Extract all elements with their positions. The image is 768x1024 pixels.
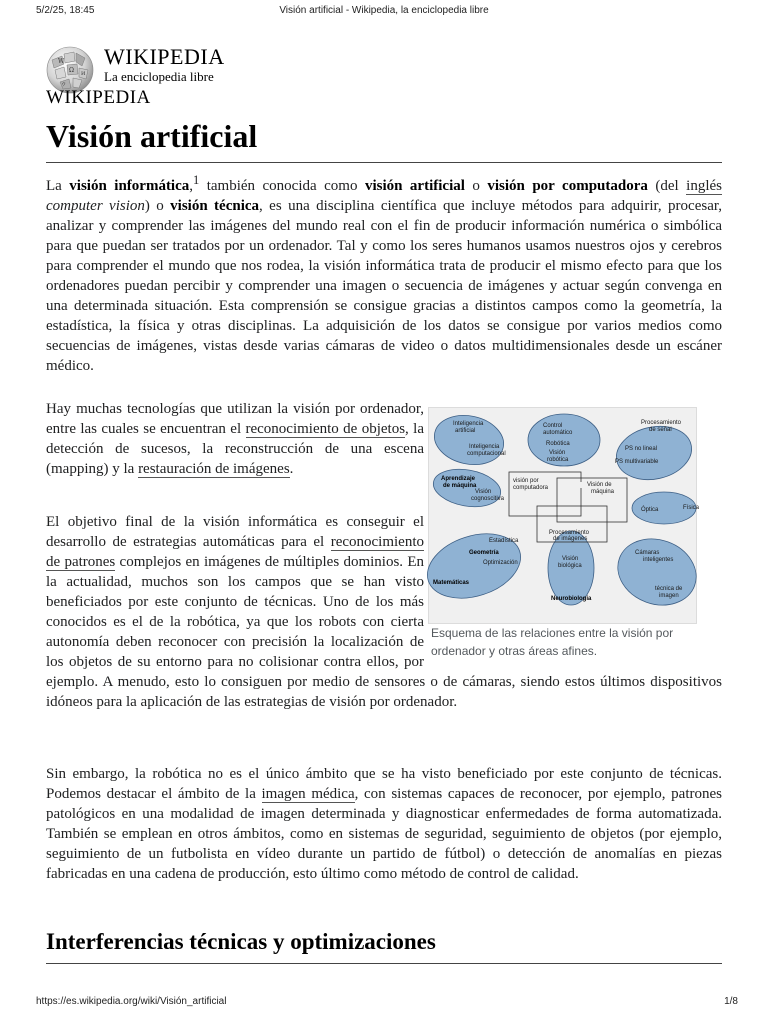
label: cognoscitiva	[471, 496, 505, 502]
svg-text:W: W	[58, 58, 65, 65]
label: Robótica	[546, 441, 570, 447]
link-reconocimiento-objetos[interactable]: reconocimiento de objetos	[245, 421, 406, 437]
text-run: .	[289, 461, 294, 477]
ellipse-geometria-matematicas	[419, 523, 529, 610]
label: imagen	[659, 593, 679, 599]
label: Visión	[562, 556, 579, 562]
figure-caption: Esquema de las relaciones entre la visión por ordenador y otras áreas afines.	[431, 626, 674, 658]
bold-term: visión informática	[69, 178, 190, 194]
label: Geometría	[469, 550, 499, 556]
print-doc-title: Visión artificial - Wikipedia, la enciclopedia libre	[279, 5, 489, 16]
section-heading: Interferencias técnicas y optimizaciones	[46, 929, 436, 954]
page-title: Visión artificial	[46, 118, 258, 154]
print-header	[0, 5, 768, 19]
wikipedia-wordmark-repeat: WIKIPEDIA	[46, 87, 151, 108]
wikipedia-wordmark: WIKIPEDIA	[104, 44, 225, 69]
medical-imaging-paragraph	[46, 764, 722, 884]
link-reconocimiento-patrones[interactable]: reconocimiento de patrones	[46, 534, 424, 570]
label: biológica	[558, 563, 582, 569]
text-run: El objetivo final de la visión informática es conseguir el desarrollo de estrategias automáticas para el	[46, 514, 424, 550]
label: Procesamiento	[641, 420, 682, 426]
link-ingles[interactable]: inglés	[686, 178, 722, 194]
text-run: también conocida como	[199, 178, 365, 194]
wikipedia-tagline: La enciclopedia libre	[104, 69, 214, 84]
label: Visión de	[587, 482, 612, 488]
label: PS multivariable	[615, 459, 659, 465]
label: Procesamiento	[549, 530, 590, 536]
intro-paragraph: La visión informática,$^1$ también conocida como visión artificial o visión por computadora (del inglés computer vision) o visión técnica, es una disciplina científica que incluye métodos para adquirir, procesar, analizar y comprender las imágenes del mundo real con el fin de producir información numérica o simbólica para que puedan ser tratados por un ordenador. Tal y como los seres humanos usamos nuestros ojos y cerebros para comprender el mundo que nos rodea, la visión informática trata de producir el mismo efecto para que los ordenadores puedan percibir y comprender una imagen o secuencia de imágenes y actuar según convenga en una determinada situación. Esta comprensión se consigue gracias a distintos campos como la geometría, la estadística, la física y otras disciplinas. La adquisición de los datos se consigue por varios medios como secuencias de imágenes, vistas desde varias cámaras de video o datos multidimensionales desde un escáner médico.	[46, 173, 722, 374]
label: Óptica	[641, 507, 659, 513]
text-run: Hay muchas tecnologías que utilizan la visión por ordenador, entre las cuales se encuentran el	[46, 401, 424, 437]
label: Visión	[475, 489, 492, 495]
print-page-number: 1/8	[724, 996, 738, 1007]
print-url: https://es.wikipedia.org/wiki/Visión_artificial	[36, 996, 227, 1007]
text-run: Sin embargo, la robótica no es el único ámbito que se ha visto beneficiado por este conjunto de técnicas. Podemos destacar el ámbito de la	[46, 766, 722, 802]
label: Aprendizaje	[441, 476, 476, 482]
label: Estadística	[489, 538, 519, 544]
label: Visión	[549, 450, 566, 456]
link-imagen-medica[interactable]: imagen médica	[261, 786, 355, 802]
label: Cámaras	[635, 550, 660, 556]
svg-text:Ω: Ω	[69, 67, 74, 74]
text-run: (del	[647, 178, 687, 194]
italic-term: computer vision	[46, 198, 145, 214]
label: visión por	[513, 478, 539, 484]
bold-term: visión técnica	[170, 198, 260, 214]
label: Inteligencia	[453, 421, 484, 427]
label: robótica	[547, 457, 569, 463]
label: PS no lineal	[625, 446, 658, 452]
label: Inteligencia	[469, 444, 500, 450]
reference-link[interactable]: 1	[193, 173, 200, 187]
text-run: La	[46, 178, 70, 194]
label: técnica de	[655, 586, 683, 592]
text-run: , con sistemas capaces de reconocer, por ejemplo, patrones patológicos en una modalidad de imagen determinada y diagnosticar enfermedades de forma automatizada. También se emplean en otros ámbitos, como en sistemas de seguridad, seguimiento de objetos (por ejemplo, seguimiento de un futbolista en vídeo durante un partido de fútbol) o detección de anomalías en piezas fabricadas en una cadena de producción, esto último como método de control de calidad.	[46, 786, 722, 882]
section-divider	[46, 963, 722, 964]
label: de señal	[649, 427, 672, 433]
text-run: , es una disciplina científica que incluye métodos para adquirir, procesar, analizar y comprender las imágenes del mundo real con el fin de producir información numérica o simbólica para que puedan ser tratados por un ordenador. Tal y como los seres humanos usamos nuestros ojos y cerebros para comprender el mundo que nos rodea, la visión informática trata de producir el mismo efecto para que los ordenadores puedan percibir y comprender una imagen o secuencia de imágenes y actuar según convenga en una determinada situación. Esta comprensión se consigue gracias a distintos campos como la geometría, la estadística, la física y otras disciplinas. La adquisición de los datos se consigue por varios medios como secuencias de imágenes, vistas desde varias cámaras de video o datos multidimensionales desde un escáner médico.	[46, 198, 722, 374]
label: de imágenes	[553, 536, 588, 542]
text-run: complejos en imágenes de múltiples dominios. En la actualidad, muchos son los campos que se han visto beneficiados por este conjunto de técnicas. Uno de los más conocidos es el de la robótica, ya que los robots con cierta autonomía deben reconocer con precisión la localización de los objetos de su entorno para no colisionar contra ellos, por ejemplo. A menudo, esto lo consiguen por medio de sensores o de cámaras, siendo estos últimos dispositivos idóneos para la aplicación de las estrategias de visión por ordenador.	[46, 554, 722, 710]
label: computacional	[467, 451, 506, 457]
ellipse-inteligencia-artificial	[430, 409, 508, 471]
bold-term: visión artificial	[364, 178, 465, 194]
label: inteligentes	[643, 557, 674, 563]
label: Física	[683, 505, 700, 511]
label: automático	[543, 430, 573, 436]
link-restauracion-imagenes[interactable]: restauración de imágenes	[138, 461, 290, 477]
label: Control	[543, 423, 563, 429]
label: computadora	[513, 485, 549, 491]
text-run: o	[464, 178, 488, 194]
label: Matemáticas	[433, 580, 470, 586]
label: máquina	[591, 489, 615, 495]
label: de máquina	[443, 483, 477, 489]
ellipse-camaras-tecnica	[608, 528, 705, 616]
label: Neurobiología	[551, 596, 592, 602]
print-footer	[0, 996, 768, 1010]
label: artificial	[455, 428, 476, 434]
title-divider	[46, 162, 722, 163]
text-run: ) o	[144, 198, 171, 214]
relations-diagram[interactable]	[428, 407, 700, 624]
print-datetime: 5/2/25, 18:45	[36, 5, 95, 16]
label: Optimización	[483, 560, 518, 566]
svg-text:И: И	[81, 71, 86, 77]
text-run: , la detección de sucesos, la reconstrucción de una escena (mapping) y la	[46, 421, 424, 477]
svg-text:ウ: ウ	[61, 82, 67, 88]
bold-term: visión por computadora	[487, 178, 648, 194]
